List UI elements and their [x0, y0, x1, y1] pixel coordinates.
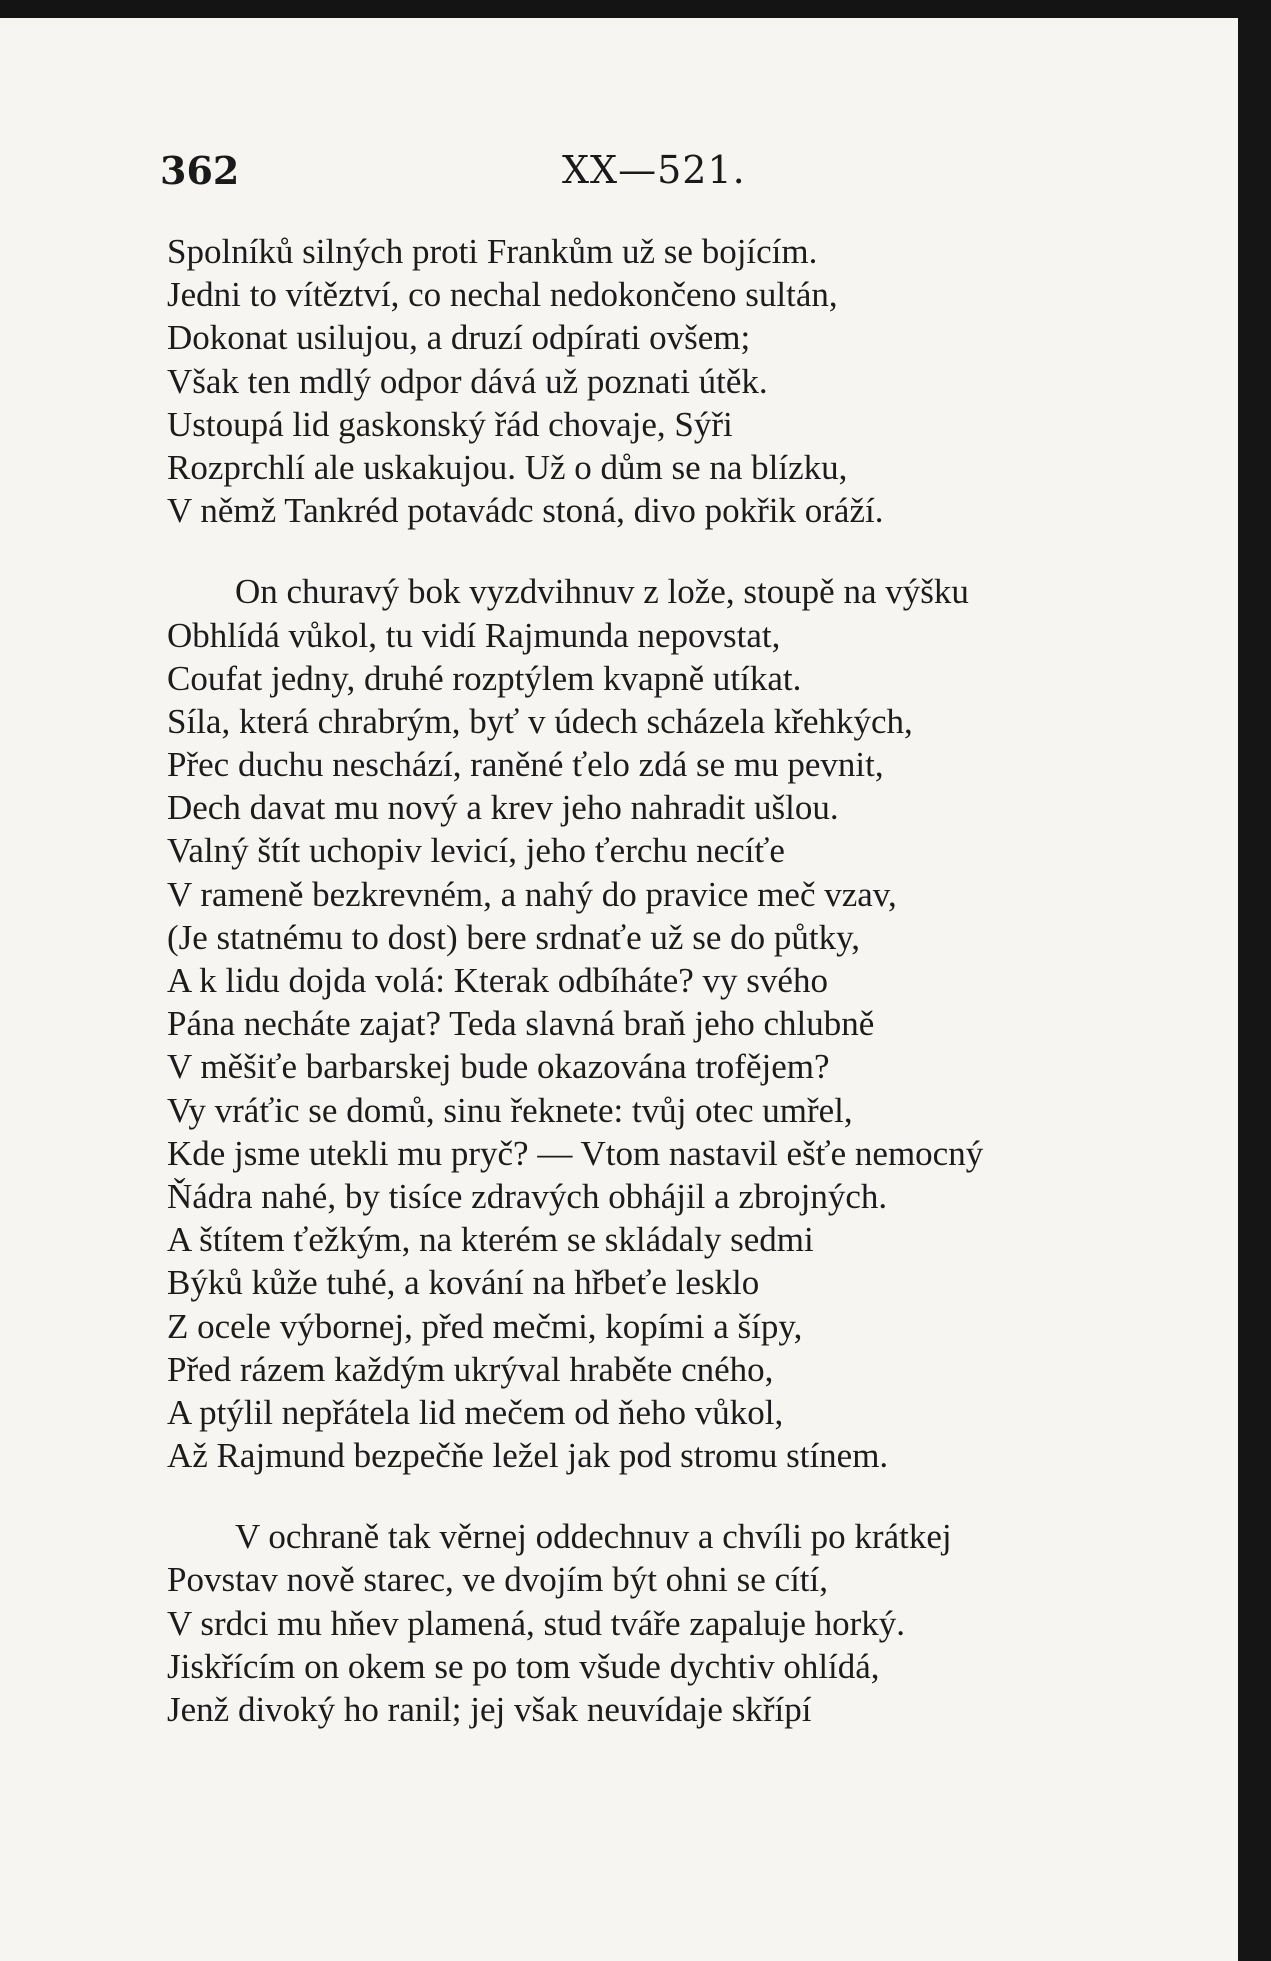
verse-line: Kde jsme utekli mu pryč? — Vtom nastavil ešťe nemocný [167, 1133, 984, 1173]
verse-line: Jedni to vítěztví, co nechal nedokončeno sultán, [167, 275, 838, 315]
verse-line: Dokonat usilujou, a druzí odpírati ovšem; [167, 318, 751, 358]
verse-line: V měšiťe barbarskej bude okazována trofějem? [167, 1047, 830, 1087]
verse-line: Povstav nově starec, ve dvojím být ohni se cítí, [167, 1560, 829, 1600]
book-page [0, 18, 1238, 1961]
verse-line: Spolníků silných proti Frankům už se bojícím. [167, 232, 818, 271]
verse-line: Však ten mdlý odpor dává už poznati útěk. [167, 361, 768, 401]
verse-line: On churavý bok vyzdvihnuv z lože, stoupě na výšku [235, 572, 969, 612]
verse-line: A ptýlil nepřátela lid mečem od ňeho vůkol, [167, 1392, 784, 1432]
verse-line: V srdci mu hňev plamená, stud tváře zapaluje horký. [167, 1603, 906, 1643]
verse-line: Síla, která chrabrým, byť v údech scházela křehkých, [167, 701, 913, 741]
verse-line: Přec duchu neschází, raněné ťelo zdá se mu pevnit, [167, 745, 884, 785]
verse-line: V ochraně tak věrnej oddechnuv a chvíli po krátkej [235, 1517, 952, 1557]
verse-line: Ustoupá lid gaskonský řád chovaje, Sýři [167, 404, 733, 444]
verse-line: A k lidu dojda volá: Kterak odbíháte? vy svého [167, 961, 828, 1000]
verse-line: V němž Tankréd potavádc stoná, divo pokřik oráží. [167, 491, 884, 531]
scan-border [1238, 18, 1271, 1961]
poem-body [167, 230, 1147, 1731]
verse-line: Před rázem každým ukrýval hraběte cného, [167, 1349, 774, 1389]
verse-line: Dech davat mu nový a krev jeho nahradit ušlou. [167, 788, 839, 828]
verse-line: Rozprchlí ale uskakujou. Už o dům se na blízku, [167, 447, 848, 487]
verse-line: (Je statnému to dost) bere srdnaťe už se do půtky, [167, 917, 861, 957]
verse-line: Z ocele výbornej, před mečmi, kopími a šípy, [167, 1306, 803, 1346]
verse-line: Ňádra nahé, by tisíce zdravých obhájil a zbrojných. [167, 1176, 888, 1216]
verse-line: Valný štít uchopiv levicí, jeho ťerchu necíťe [167, 831, 785, 871]
verse-line: Jenž divoký ho ranil; jej však neuvídaje skřípí [167, 1690, 812, 1729]
page-header [0, 148, 1238, 208]
stanza-1 [167, 230, 1147, 532]
stanza-3 [167, 1515, 1147, 1731]
verse-line: V rameně bezkrevném, a nahý do pravice meč vzav, [167, 874, 897, 914]
stanza-2 [167, 570, 1147, 1477]
running-head: XX—521. [562, 148, 746, 192]
verse-line: Až Rajmund bezpečňe ležel jak pod stromu stínem. [167, 1436, 889, 1476]
verse-line: Obhlídá vůkol, tu vidí Rajmunda nepovstat, [167, 615, 781, 655]
verse-line: Pána necháte zajat? Teda slavná braň jeho chlubně [167, 1004, 875, 1044]
verse-line: Jiskřícím on okem se po tom všude dychtiv ohlídá, [167, 1646, 880, 1686]
verse-line: Býků kůže tuhé, a kování na hřbeťe lesklo [167, 1263, 760, 1303]
stanza-gap [167, 1477, 1147, 1515]
page-number: 362 [160, 148, 240, 193]
verse-line: Coufat jedny, druhé rozptýlem kvapně utíkat. [167, 658, 802, 698]
stanza-gap [167, 532, 1147, 570]
verse-line: A štítem ťežkým, na kterém se skládaly sedmi [167, 1220, 814, 1260]
verse-line: Vy vráťic se domů, sinu řeknete: tvůj otec umřel, [167, 1090, 853, 1130]
